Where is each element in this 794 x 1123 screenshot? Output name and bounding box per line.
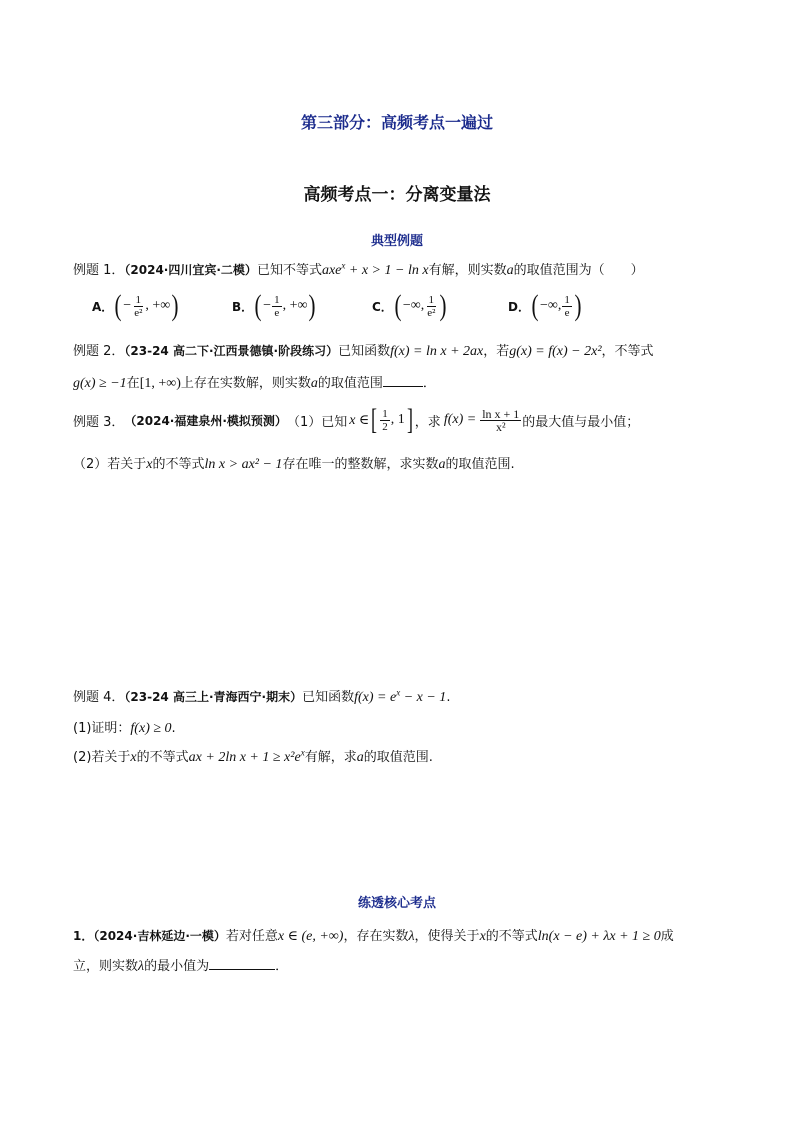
option-lead: −∞, [539,298,562,313]
text: 的最大值与最小值； [522,414,640,430]
variable-a: a [356,750,364,765]
open-paren: ( [254,289,262,322]
variable-x: x [130,750,137,765]
problem-source: （2024·吉林延边·一模） [93,929,226,943]
variable-lambda: λ [138,959,145,974]
example-3-part-2 [73,453,515,473]
fraction: $\frac{1}{\text{e²}}$ [134,293,143,319]
option-label: A． [92,299,114,314]
text: 立，则实数 [73,959,139,974]
option-c[interactable] [372,291,508,321]
function-f: f(x) = [443,412,477,427]
inequality: ln(x − e) + λx + 1 ≥ 0 [537,929,661,944]
example-2-line-1 [73,340,654,360]
example-source: （23-24 高三上·青海西宁·期末） [124,690,303,704]
topic-title: 高频考点一：分离变量法 [303,185,491,205]
text: 有解，求 [304,750,357,765]
text: 上存在实数解，则实数 [180,376,311,391]
example-4-part-1 [73,717,176,737]
text: 已知不等式 [256,263,322,278]
inequality: ln x > ax² − 1 [204,457,283,472]
interval: [1, +∞) [139,376,181,391]
open-paren: ( [114,289,122,322]
text: 存在唯一的整数解，求实数 [282,457,439,472]
text: 有解，则实数 [428,263,507,278]
inequality: ax + 2ln $x + 1 \ge x^2e^x$ [188,747,305,765]
option-lead: − [263,298,272,313]
option-tail: , +∞ [282,298,308,313]
example-label: 例题 1． [73,263,125,278]
open-paren: ( [531,289,539,322]
variable-a: a [506,263,514,278]
text: 的不等式 [485,929,538,944]
fraction-f: $\frac{\text{ln x + 1}}{\text{x²}}$ [482,406,520,434]
function-f-definition: f(x) = ln x + 2ax [390,344,484,359]
text: 的取值范围. [445,457,515,472]
close-bracket: ] [406,403,413,436]
example-label: 例题 4． [73,690,125,705]
example-source: （2024·四川宜宾·二模） [124,263,257,277]
inequality-g: g(x) ≥ −1 [73,376,127,391]
text: ． [422,376,436,391]
example-source: （2024·福建泉州·模拟预测） [124,413,287,428]
example-4-part-2 [73,746,433,766]
variable-lambda: λ [408,929,415,944]
option-label: B． [232,299,254,314]
option-d[interactable] [508,291,628,321]
function-f-definition: $f(x) = e^x - x - 1$ [354,687,447,705]
text: 的不等式 [152,457,205,472]
domain: x ∈ (e, +∞) [277,929,344,944]
close-paren: ) [308,289,316,322]
option-lead: −∞, [402,298,425,313]
close-paren: ) [171,289,179,322]
close-paren: ) [574,289,582,322]
example-label: 例题 2． [73,344,125,359]
close-paren: ) [439,289,447,322]
text: . [446,690,451,705]
text: ． [275,959,289,974]
page-title: 第三部分：高频考点一遍过 [300,113,493,132]
function-g-definition: g(x) = f(x) − 2x² [509,344,602,359]
text: ，使得关于 [414,929,480,944]
option-a[interactable] [92,291,232,321]
fraction: $\frac{1}{\text{e²}}$ [427,293,436,319]
section-heading-typical-examples: 典型例题 [370,234,423,249]
answer-blank[interactable] [383,374,423,387]
open-paren: ( [394,289,402,322]
text: (1)证明： [73,721,131,736]
option-b[interactable] [232,291,372,321]
text: (2)若关于 [73,750,131,765]
variable-x: x [479,929,486,944]
text: 的取值范围. [363,750,433,765]
text: 已知函数 [338,344,391,359]
variable-a: a [438,457,446,472]
text: 已知函数 [302,690,355,705]
example-4-question [73,686,450,706]
text: ，存在实数 [343,929,409,944]
text: 若对任意 [225,929,278,944]
text: 的取值范围 [317,376,383,391]
text: 在 [126,376,140,391]
fraction-half: $\frac{1}{2}$ [382,407,388,433]
text: ，若 [483,344,510,359]
problem-1-line-2 [73,955,288,975]
interval-tail: , 1 [390,412,405,427]
answer-blank[interactable] [209,957,275,970]
x-in: x ∈ [349,412,370,428]
example-1-question [73,259,644,279]
text: 的最小值为 [144,959,210,974]
text: ，不等式 [601,344,654,359]
open-bracket: [ [371,403,378,436]
example-source: （23-24 高二下·江西景德镇·阶段练习） [124,344,339,358]
option-tail: , +∞ [145,298,171,313]
text: 的取值范围为（ ） [513,263,644,278]
option-lead: − [123,298,132,313]
fraction: $\frac{1}{e}$ [274,293,280,319]
option-label: D． [508,299,530,314]
fraction: $\frac{1}{e}$ [564,293,570,319]
variable-a: a [310,376,318,391]
section-heading-core-practice: 练透核心考点 [357,896,436,911]
option-label: C． [372,299,393,314]
problem-label: 1． [73,929,94,943]
problem-1-line-1 [73,925,674,945]
example-1-options [92,291,628,321]
text: . [171,721,176,736]
text: ，求 [414,414,441,430]
example-3-part-1 [73,405,639,435]
example-2-line-2 [73,372,436,392]
text: 成 [660,929,674,944]
text: （1）已知 [286,414,348,430]
inequality: f(x) ≥ 0 [130,721,172,736]
example-label: 例题 3． [73,414,125,430]
text: （2）若关于 [73,457,147,472]
text: 的不等式 [136,750,189,765]
variable-x: x [146,457,153,472]
inequality-formula: axe$^x$ + x > 1 − ln x [321,260,429,278]
